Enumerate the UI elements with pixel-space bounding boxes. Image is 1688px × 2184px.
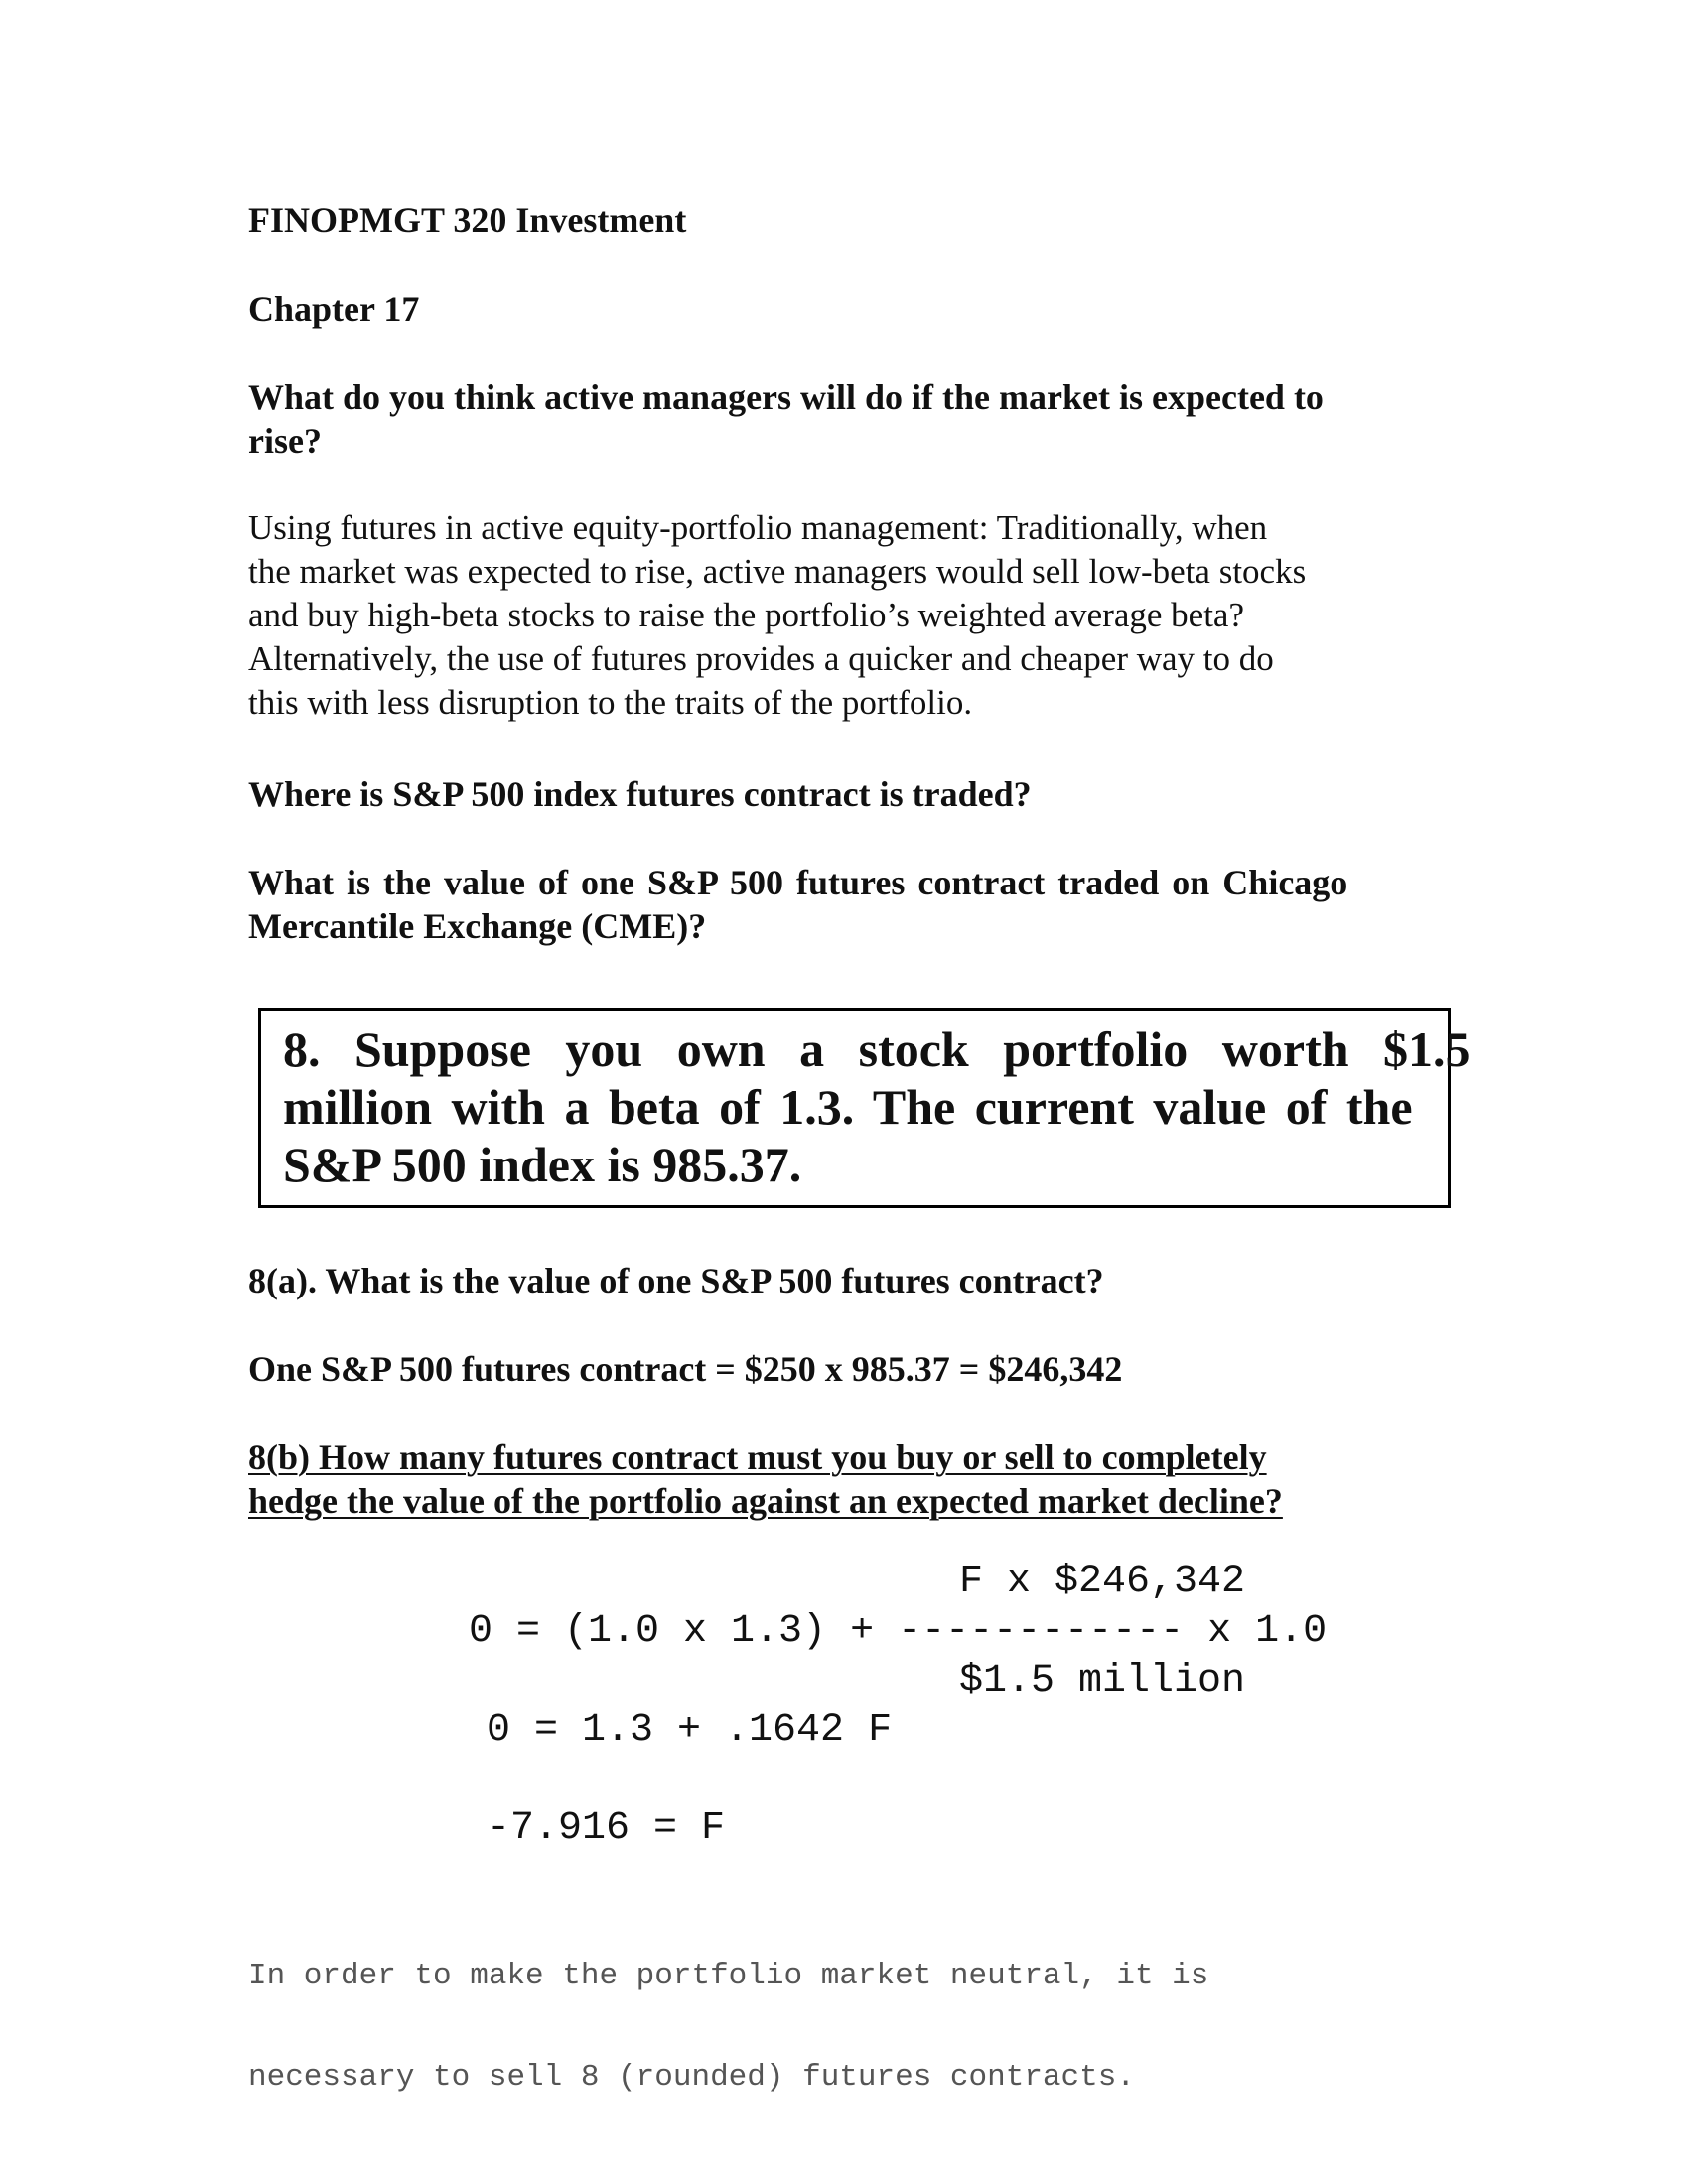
part-b-line: 8(b) How many futures contract must you buy or sell to completely [248, 1437, 1267, 1477]
paragraph-line: Alternatively, the use of futures provides a quicker and cheaper way to do [248, 639, 1274, 678]
question-where-traded: Where is S&P 500 index futures contract is traded? [248, 774, 1032, 814]
equation-main-line: 0 = (1.0 x 1.3) + ------------ x 1.0 [469, 1609, 1328, 1654]
conclusion-note [248, 1892, 1208, 2162]
chapter-heading: Chapter 17 [248, 289, 420, 329]
part-a-answer: One S&P 500 futures contract = $250 x 985.37 = $246,342 [248, 1349, 1123, 1389]
conclusion-line: In order to make the portfolio market neutral, it is [248, 1959, 1209, 1993]
paragraph-line: Using futures in active equity-portfolio management: Traditionally, when [248, 508, 1268, 547]
equation-numerator: F x $246,342 [959, 1560, 1246, 1604]
question-contract-value [248, 861, 1440, 948]
part-a-question: 8(a). What is the value of one S&P 500 futures contract? [248, 1261, 1104, 1300]
paragraph-line: this with less disruption to the traits of the portfolio. [248, 683, 973, 722]
question-active-managers [248, 375, 1440, 463]
question-line: rise? [248, 421, 322, 461]
part-b-question [248, 1435, 1283, 1523]
part-b-line: hedge the value of the portfolio against an expected market decline? [248, 1481, 1283, 1521]
problem-line: S&P 500 index is 985.37. [283, 1137, 802, 1192]
equation-step-2: 0 = 1.3 + .1642 F [487, 1708, 893, 1753]
question-line: What do you think active managers will do if the market is expected to [248, 377, 1324, 417]
course-title: FINOPMGT 320 Investment [248, 201, 687, 240]
question-line: Mercantile Exchange (CME)? [248, 906, 707, 946]
answer-paragraph [248, 506, 1440, 725]
paragraph-line: and buy high-beta stocks to raise the portfolio’s weighted average beta? [248, 596, 1245, 634]
problem-statement-box [258, 1008, 1471, 1208]
conclusion-line: necessary to sell 8 (rounded) futures contracts. [248, 2060, 1135, 2095]
paragraph-line: the market was expected to rise, active managers would sell low-beta stocks [248, 552, 1307, 591]
problem-line: 8. Suppose you own a stock portfolio worth $1.5 [283, 1022, 1471, 1077]
problem-statement [283, 1021, 1471, 1193]
equation-denominator: $1.5 million [959, 1659, 1246, 1704]
question-line: What is the value of one S&P 500 futures contract traded on Chicago [248, 863, 1348, 902]
problem-line: million with a beta of 1.3. The current value of the [283, 1079, 1413, 1135]
equation-result: -7.916 = F [487, 1806, 726, 1850]
